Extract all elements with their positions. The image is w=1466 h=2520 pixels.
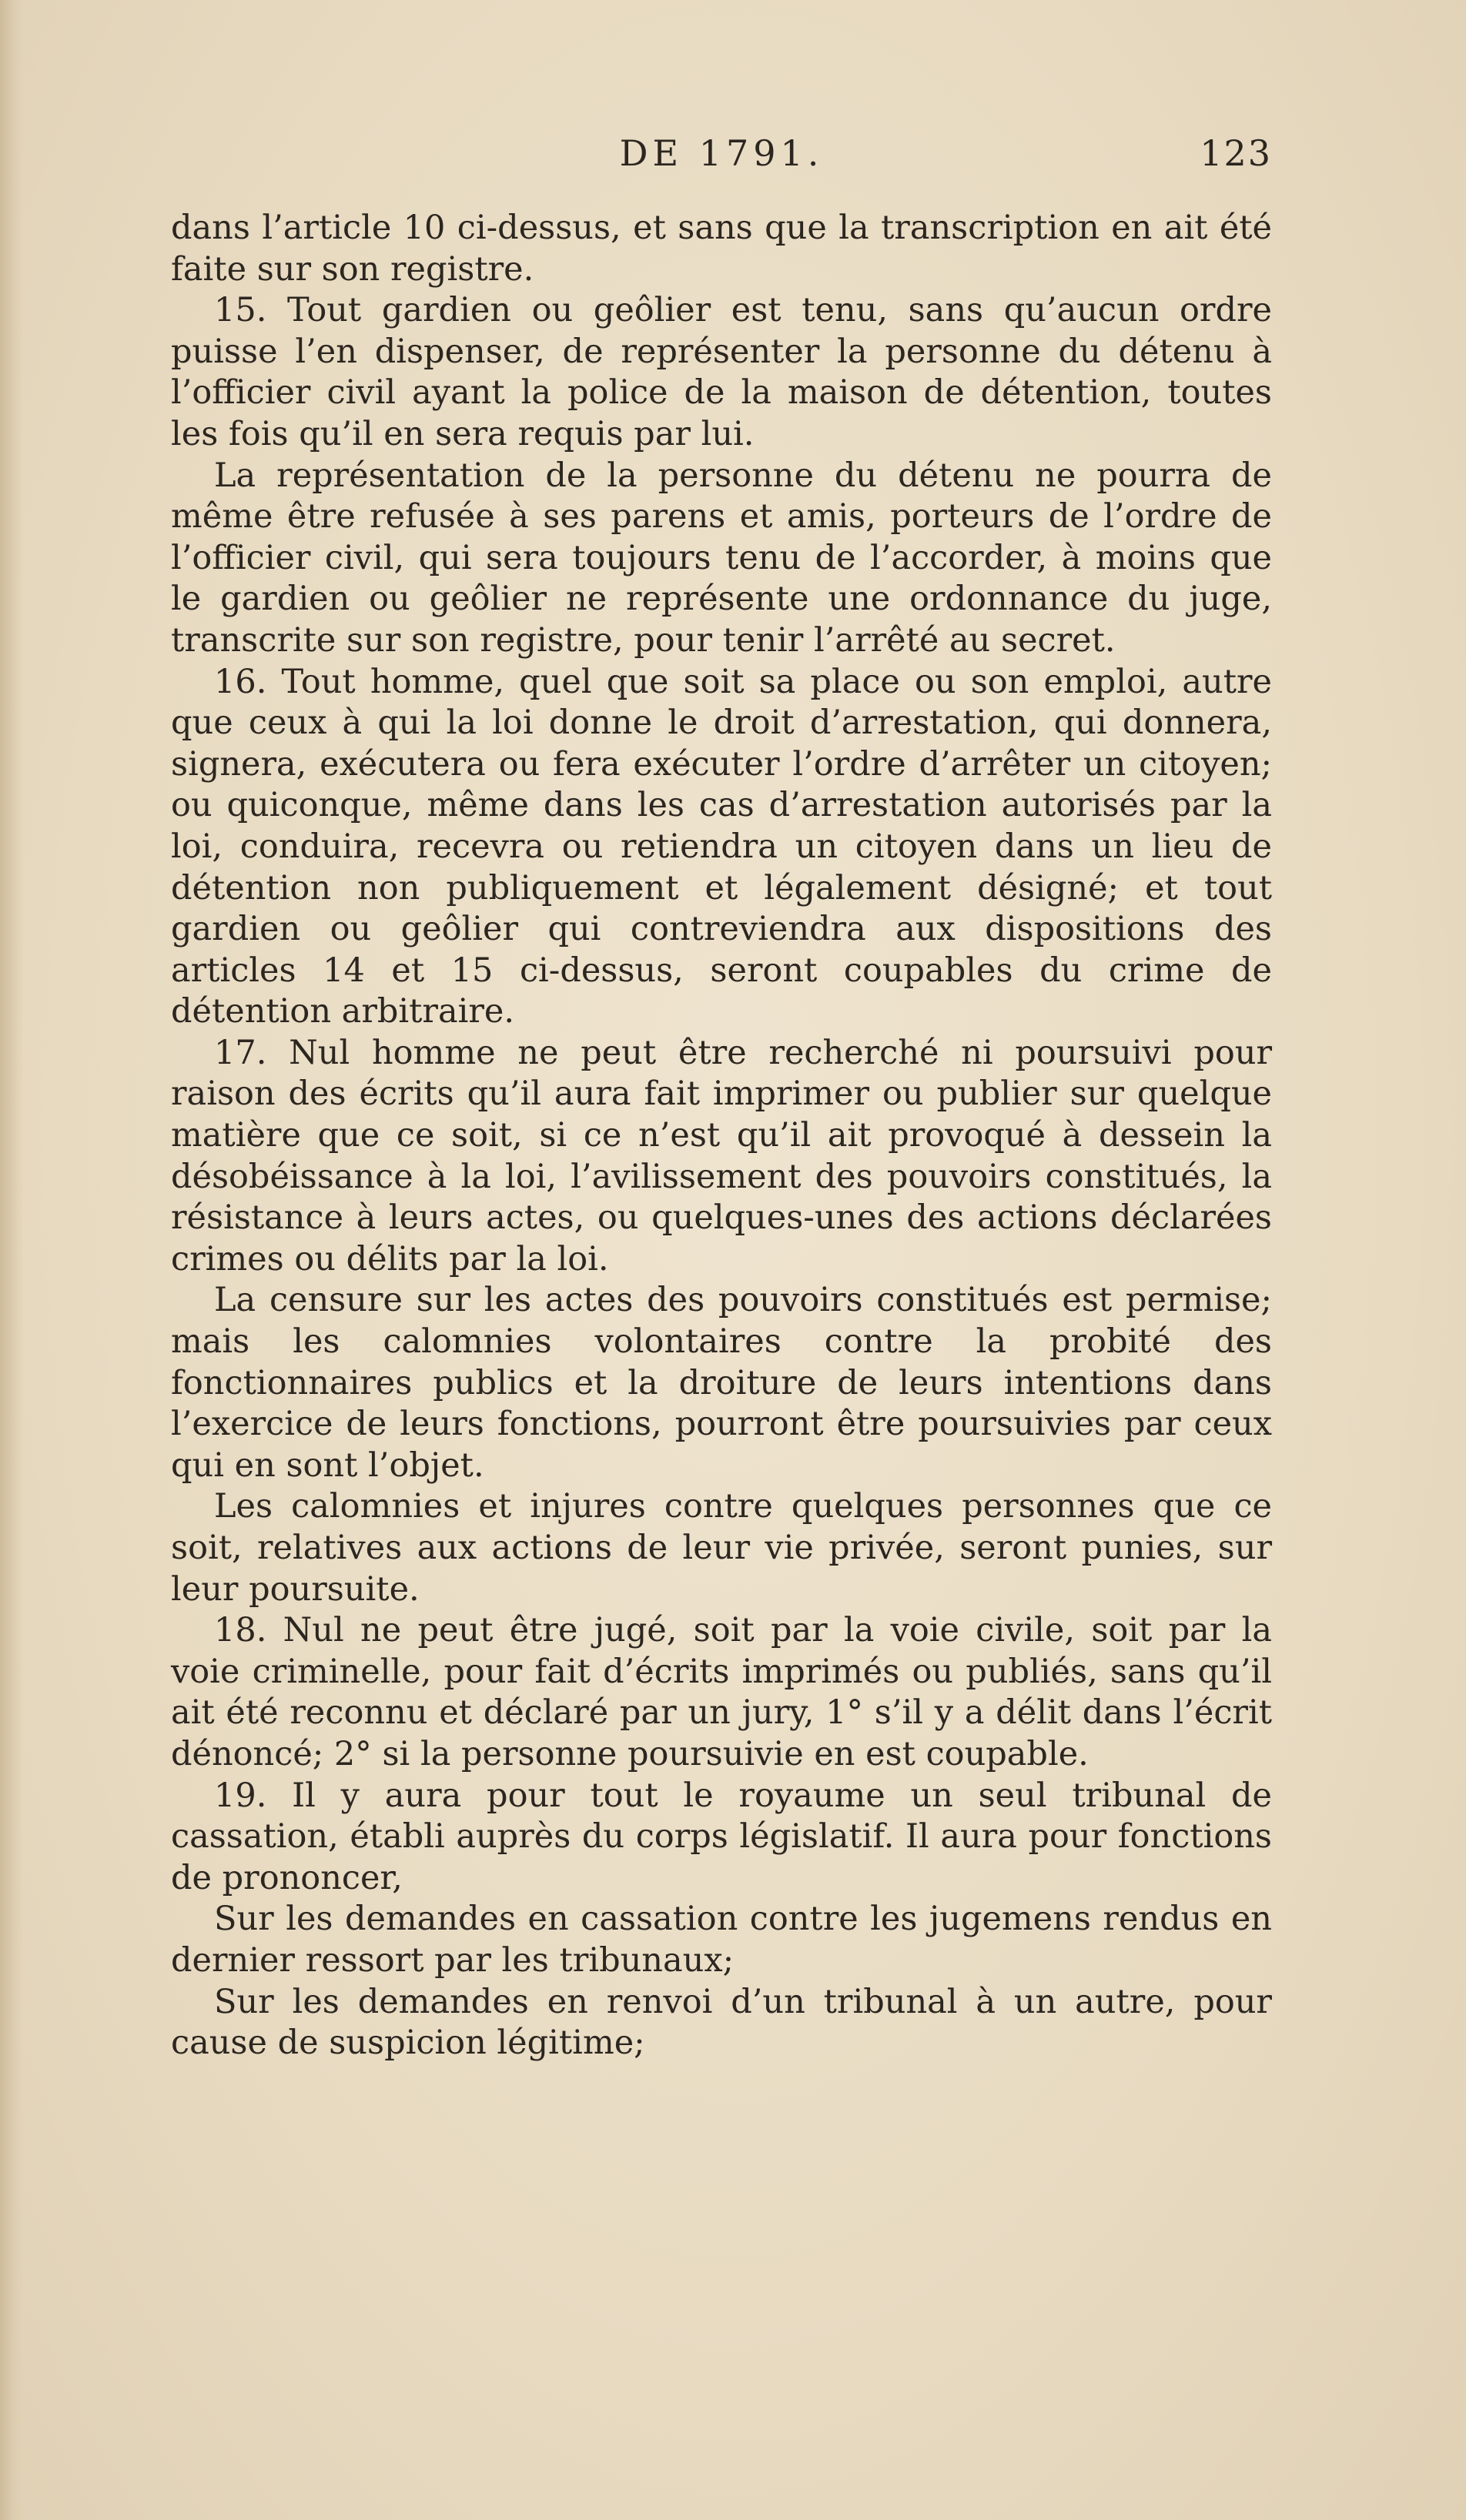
paragraph: Sur les demandes en renvoi d’un tribunal à un autre, pour cause de suspicion légitime;	[171, 1982, 1272, 2063]
article-17: 17. Nul homme ne peut être recherché ni poursuivi pour raison des écrits qu’il aura fait imprimer ou publier sur quelque matière que ce soit, si ce n’est qu’il ait provoqué à dessein la désobéissance à la loi, l’avilissement des pouvoirs constitués, la résistance à leurs actes, ou quelques-unes des actions déclarées crimes ou délits par la loi.	[171, 1033, 1272, 1278]
paragraph: dans l’article 10 ci-dessus, et sans que la transcription en ait été faite sur son registre.	[171, 209, 1272, 289]
page-binding-edge	[0, 0, 23, 2520]
running-head	[171, 132, 1272, 186]
article-15: 15. Tout gardien ou geôlier est tenu, sans qu’aucun ordre puisse l’en dispenser, de représenter la personne du détenu à l’officier civil ayant la police de la maison de détention, toutes les fois qu’il en sera requis par lui.	[171, 291, 1272, 453]
article-18: 18. Nul ne peut être jugé, soit par la voie civile, soit par la voie criminelle, pour fait d’écrits imprimés ou publiés, sans qu’il ait été reconnu et déclaré par un jury, 1° s’il y a délit dans l’écrit dénoncé; 2° si la personne poursuivie en est coupable.	[171, 1611, 1272, 1773]
paragraph: Sur les demandes en cassation contre les jugemens rendus en dernier ressort par les tribunaux;	[171, 1900, 1272, 1980]
article-16: 16. Tout homme, quel que soit sa place ou son emploi, autre que ceux à qui la loi donne le droit d’arrestation, qui donnera, signera, exécutera ou fera exécuter l’ordre d’arrêter un citoyen; ou quiconque, même dans les cas d’arrestation autorisés par la loi, conduira, recevra ou retiendra un citoyen dans un lieu de détention non publiquement et légalement désigné; et tout gardien ou geôlier qui contreviendra aux dispositions des articles 14 et 15 ci-dessus, seront coupables du crime de détention arbitraire.	[171, 662, 1272, 1031]
running-head-title: DE 1791.	[619, 132, 824, 174]
paragraph: La représentation de la personne du détenu ne pourra de même être refusée à ses parens et amis, porteurs de l’ordre de l’officier civil, qui sera toujours tenu de l’accorder, à moins que le gardien ou geôlier ne représente une ordonnance du juge, transcrite sur son registre, pour tenir l’arrêté au secret.	[171, 456, 1272, 660]
article-19: 19. Il y aura pour tout le royaume un seul tribunal de cassation, établi auprès du corps législatif. Il aura pour fonctions de prononcer,	[171, 1776, 1272, 1897]
body-text	[171, 208, 1272, 2064]
page-number: 123	[1200, 132, 1272, 174]
paragraph: Les calomnies et injures contre quelques personnes que ce soit, relatives aux actions de leur vie privée, seront punies, sur leur poursuite.	[171, 1487, 1272, 1609]
paragraph: La censure sur les actes des pouvoirs constitués est permise; mais les calomnies volontaires contre la probité des fonctionnaires publics et la droiture de leurs intentions dans l’exercice de leurs fonctions, pourront être poursuivies par ceux qui en sont l’objet.	[171, 1281, 1272, 1485]
